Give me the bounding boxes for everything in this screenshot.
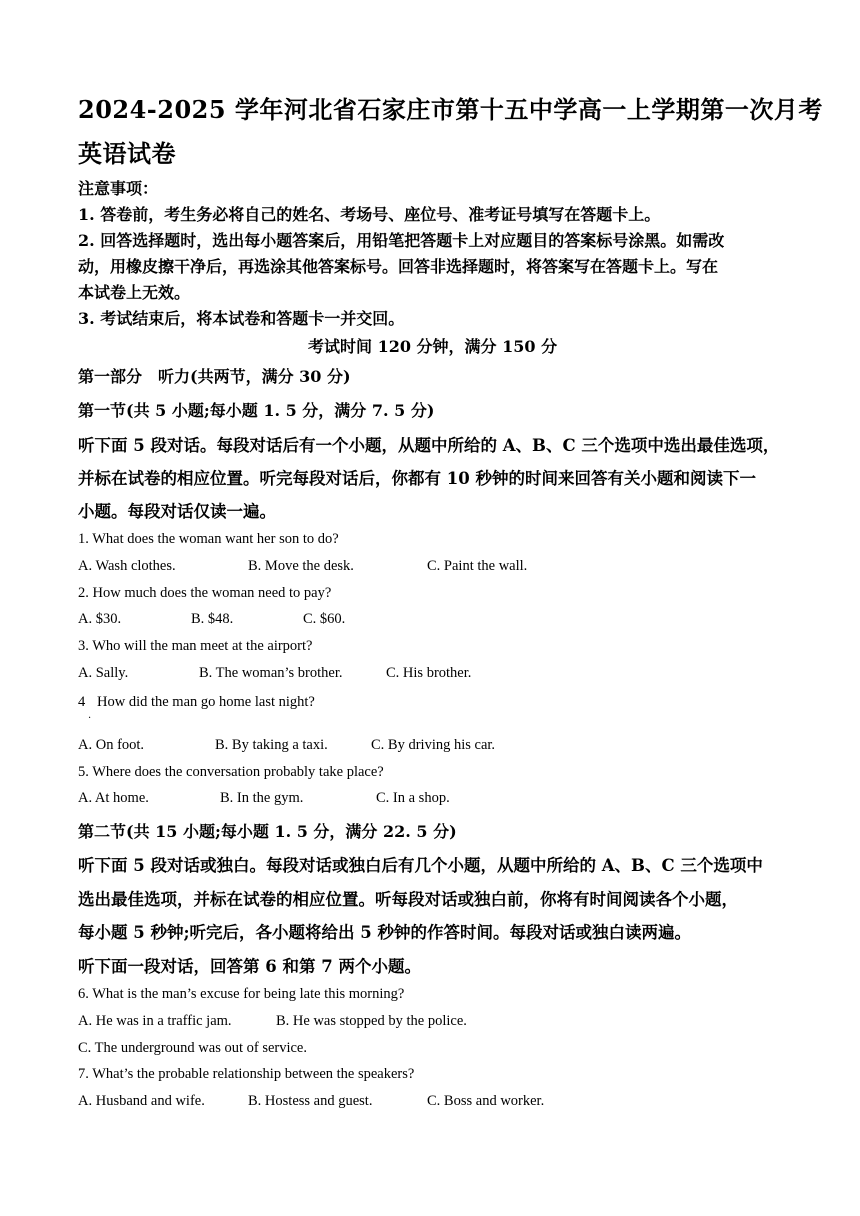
question-4-option-a: A. On foot. [78, 737, 145, 753]
question-4-dot: . [88, 710, 92, 721]
section2-sub-instruction: 听下面一段对话，回答第 6 和第 7 两个小题。 [78, 957, 421, 976]
question-4-number: 4 [78, 694, 86, 710]
question-3-option-b: B. The woman’s brother. [199, 665, 343, 681]
notice-item-2-line3: 本试卷上无效。 [78, 283, 191, 302]
notice-item-2-line2: 动，用橡皮擦干净后，再选涂其他答案标号。回答非选择题时，将答案写在答题卡上。写在 [78, 257, 719, 276]
question-6: 6. What is the man’s excuse for being late this morning? [78, 986, 405, 1002]
question-1-option-b: B. Move the desk. [248, 558, 354, 574]
notice-item-3: 3. 考试结束后，将本试卷和答题卡一并交回。 [78, 309, 405, 328]
question-3: 3. Who will the man meet at the airport? [78, 638, 313, 654]
question-5: 5. Where does the conversation probably take place? [78, 764, 384, 780]
exam-time-info: 考试时间 120 分钟，满分 150 分 [308, 337, 558, 356]
section2-heading: 第二节(共 15 小题;每小题 1. 5 分，满分 22. 5 分) [78, 822, 457, 841]
section1-heading: 第一节(共 5 小题;每小题 1. 5 分，满分 7. 5 分) [78, 401, 435, 420]
question-6-option-a: A. He was in a traffic jam. [78, 1013, 232, 1029]
question-6-option-c: C. The underground was out of service. [78, 1040, 307, 1056]
question-5-option-a: A. At home. [78, 790, 149, 806]
question-2-option-a: A. $30. [78, 611, 122, 627]
section2-instructions-line2: 选出最佳选项，并标在试卷的相应位置。听每段对话或独白前，你将有时间阅读各个小题， [78, 890, 738, 909]
question-3-option-c: C. His brother. [386, 665, 472, 681]
question-7: 7. What’s the probable relationship between the speakers? [78, 1066, 415, 1082]
section2-instructions-line1: 听下面 5 段对话或独白。每段对话或独白后有几个小题，从题中所给的 A、B、C 三个选项中 [78, 856, 763, 875]
question-7-option-b: B. Hostess and guest. [248, 1093, 373, 1109]
question-2: 2. How much does the woman need to pay? [78, 585, 332, 601]
part1-heading: 第一部分 听力(共两节，满分 30 分) [78, 367, 351, 386]
notice-item-2-line1: 2. 回答选择题时，选出每小题答案后，用铅笔把答题卡上对应题目的答案标号涂黑。如需改 [78, 231, 725, 250]
question-4-option-c: C. By driving his car. [371, 737, 496, 753]
section1-instructions-line1: 听下面 5 段对话。每段对话后有一个小题，从题中所给的 A、B、C 三个选项中选出最佳选项， [78, 436, 780, 455]
question-2-option-c: C. $60. [303, 611, 346, 627]
section1-instructions-line3: 小题。每段对话仅读一遍。 [78, 502, 276, 521]
question-2-option-b: B. $48. [191, 611, 234, 627]
question-7-option-a: A. Husband and wife. [78, 1093, 205, 1109]
question-1: 1. What does the woman want her son to do? [78, 531, 339, 547]
question-5-option-b: B. In the gym. [220, 790, 304, 806]
question-1-option-a: A. Wash clothes. [78, 558, 176, 574]
question-4: How did the man go home last night? [97, 694, 315, 710]
question-5-option-c: C. In a shop. [376, 790, 450, 806]
exam-subtitle: 英语试卷 [78, 139, 176, 168]
section1-instructions-line2: 并标在试卷的相应位置。听完每段对话后，你都有 10 秒钟的时间来回答有关小题和阅读下一 [78, 469, 756, 488]
notice-item-1: 1. 答卷前，考生务必将自己的姓名、考场号、座位号、准考证号填写在答题卡上。 [78, 205, 661, 224]
notice-heading: 注意事项： [78, 179, 159, 198]
question-1-option-c: C. Paint the wall. [427, 558, 528, 574]
question-3-option-a: A. Sally. [78, 665, 129, 681]
exam-title: 2024-2025 学年河北省石家庄市第十五中学高一上学期第一次月考 [78, 95, 823, 124]
question-7-option-c: C. Boss and worker. [427, 1093, 545, 1109]
question-4-option-b: B. By taking a taxi. [215, 737, 328, 753]
question-6-option-b: B. He was stopped by the police. [276, 1013, 467, 1029]
section2-instructions-line3: 每小题 5 秒钟;听完后，各小题将给出 5 秒钟的作答时间。每段对话或独白读两遍。 [78, 923, 692, 942]
